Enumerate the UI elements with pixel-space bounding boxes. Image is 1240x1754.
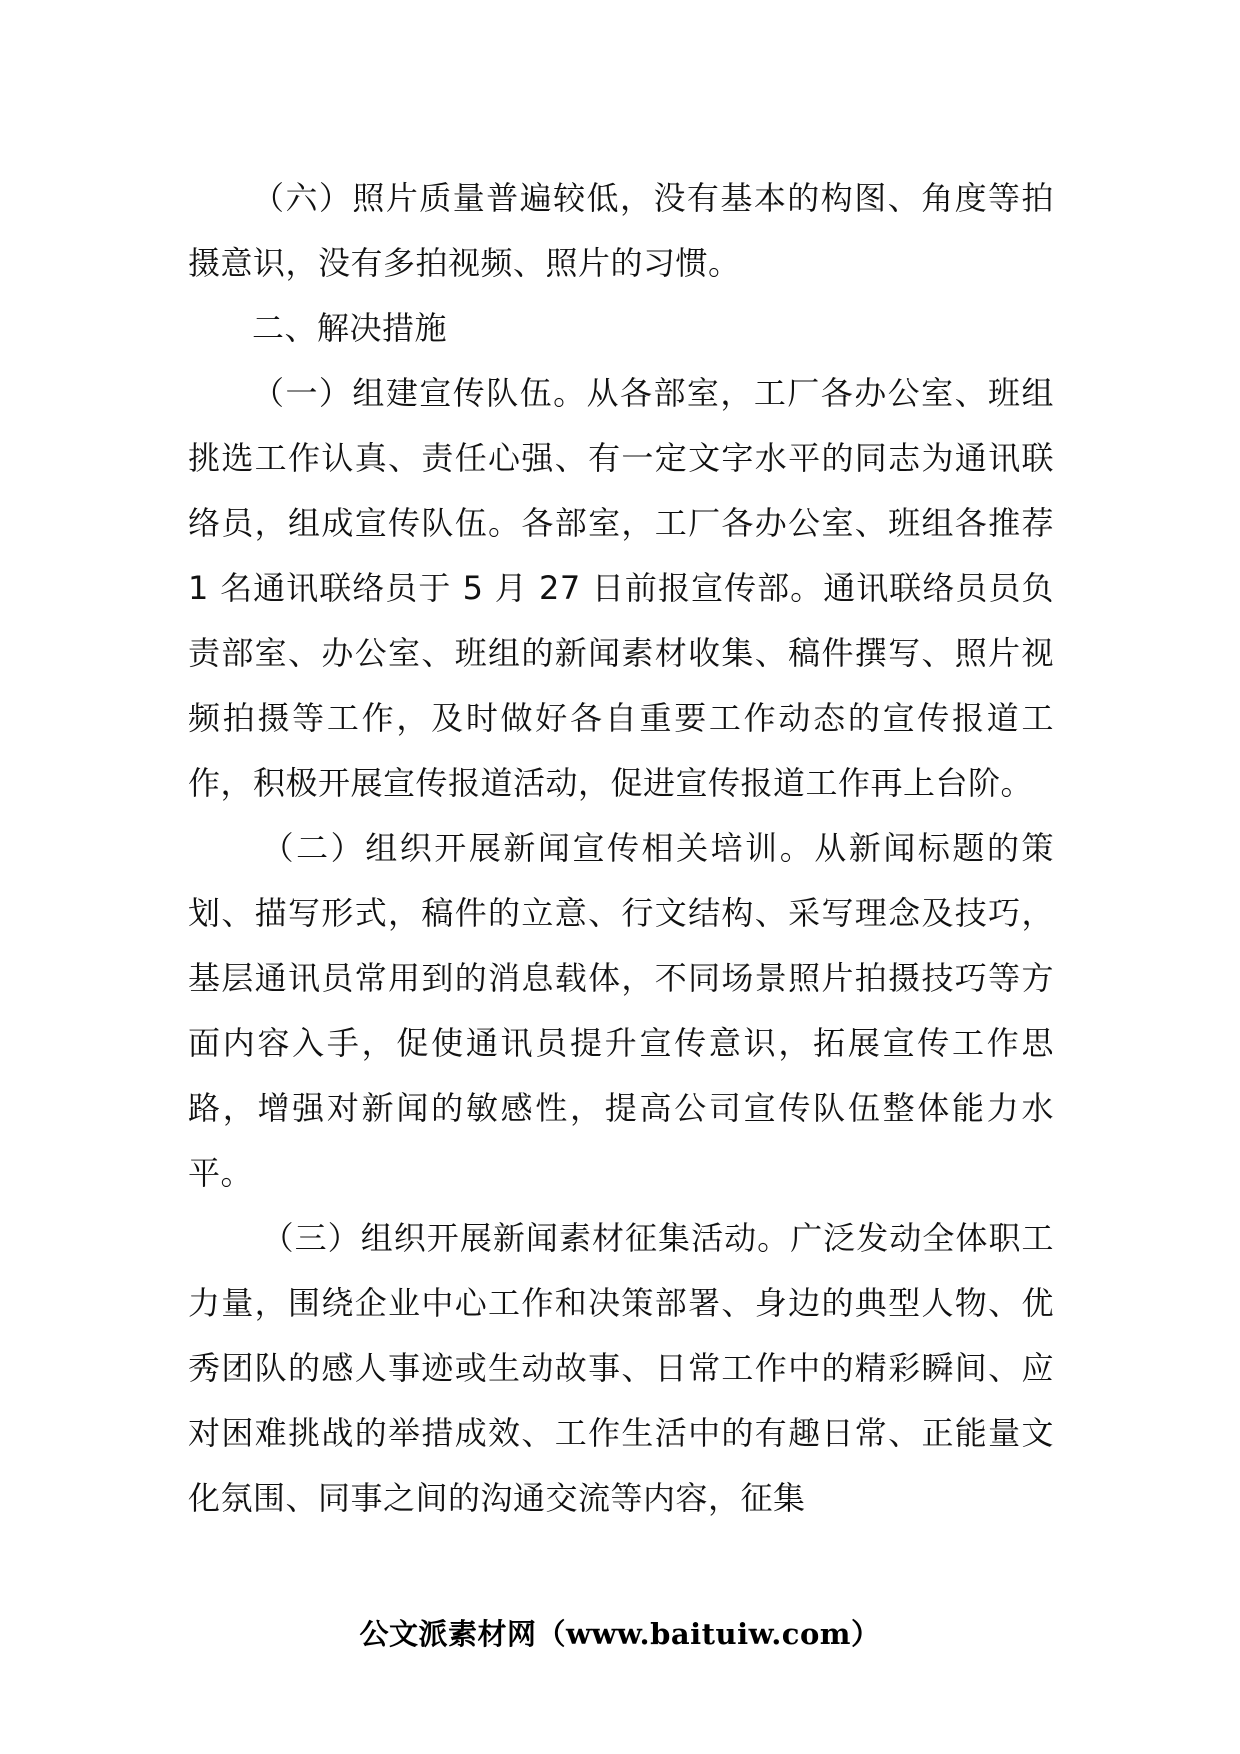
document-body (188, 166, 1054, 1531)
paragraph-build-team: （一）组建宣传队伍。从各部室，工厂各办公室、班组挑选工作认真、责任心强、有一定文字水平的同志为通讯联络员，组成宣传队伍。各部室，工厂各办公室、班组各推荐 1 名通讯联络员于 5 月 27 日前报宣传部。通讯联络员员负责部室、办公室、班组的新闻素材收集、稿件撰写、照片视频拍摄等工作，及时做好各自重要工作动态的宣传报道工作，积极开展宣传报道活动，促进宣传报道工作再上台阶。 (188, 374, 1054, 802)
paragraph-material-collection: （三）组织开展新闻素材征集活动。广泛发动全体职工力量，围绕企业中心工作和决策部署、身边的典型人物、优秀团队的感人事迹或生动故事、日常工作中的精彩瞬间、应对困难挑战的举措成效、工作生活中的有趣日常、正能量文化氛围、同事之间的沟通交流等内容，征集 (188, 1219, 1054, 1517)
paragraph-photo-quality: （六）照片质量普遍较低，没有基本的构图、角度等拍摄意识，没有多拍视频、照片的习惯。 (188, 179, 1054, 282)
footer-watermark: 公文派素材网（www.baituiw.com） (359, 1617, 881, 1651)
section-heading-solutions: 二、解决措施 (252, 309, 448, 347)
paragraph-training: （二）组织开展新闻宣传相关培训。从新闻标题的策划、描写形式，稿件的立意、行文结构、采写理念及技巧，基层通讯员常用到的消息载体，不同场景照片拍摄技巧等方面内容入手，促使通讯员提升宣传意识，拓展宣传工作思路，增强对新闻的敏感性，提高公司宣传队伍整体能力水平。 (188, 829, 1054, 1192)
